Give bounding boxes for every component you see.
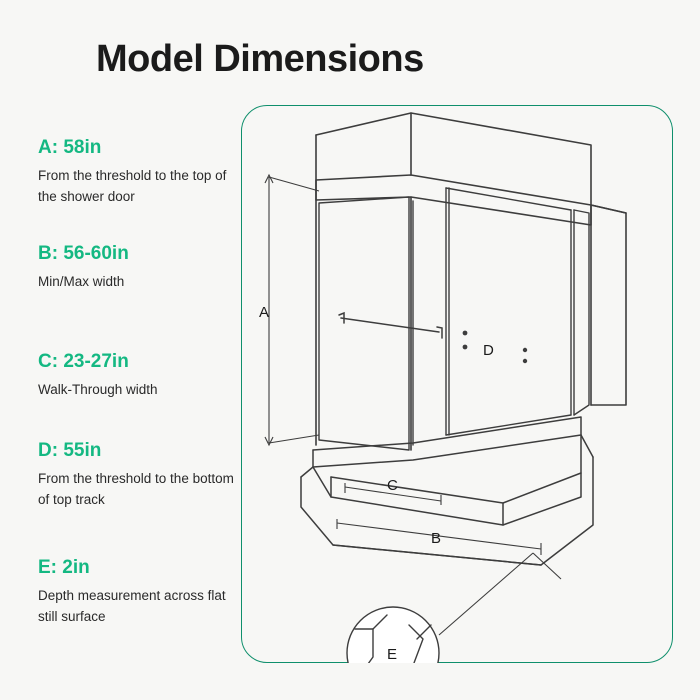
spec-description-b: Min/Max width <box>38 274 125 289</box>
spec-item-d <box>38 440 238 511</box>
sliding-doors <box>319 188 589 450</box>
callout-d: D <box>483 342 494 359</box>
enclosure-outline <box>316 113 626 450</box>
spec-label-d: D: 55in <box>38 440 102 461</box>
spec-label-e: E: 2in <box>38 557 90 578</box>
spec-item-b <box>38 243 238 293</box>
spec-label-c: C: 23-27in <box>38 351 129 372</box>
door-handle <box>339 313 442 338</box>
spec-item-a <box>38 137 238 208</box>
callout-b: B <box>431 530 442 547</box>
spec-description-e: Depth measurement across flat still surface <box>38 588 226 624</box>
spec-label-a: A: 58in <box>38 137 102 158</box>
callout-c: C <box>387 477 398 494</box>
spec-description-a: From the threshold to the top of the shower door <box>38 168 227 204</box>
spec-item-e <box>38 557 238 628</box>
spec-label-b: B: 56-60in <box>38 243 129 264</box>
page-title: Model Dimensions <box>96 38 424 80</box>
spec-item-c <box>38 351 238 401</box>
callout-e: E <box>387 646 398 663</box>
hardware-dots <box>463 331 528 364</box>
shower-door-diagram <box>241 105 673 663</box>
callout-a: A <box>259 304 270 321</box>
spec-description-c: Walk-Through width <box>38 382 158 397</box>
spec-description-d: From the threshold to the bottom of top track <box>38 471 234 507</box>
